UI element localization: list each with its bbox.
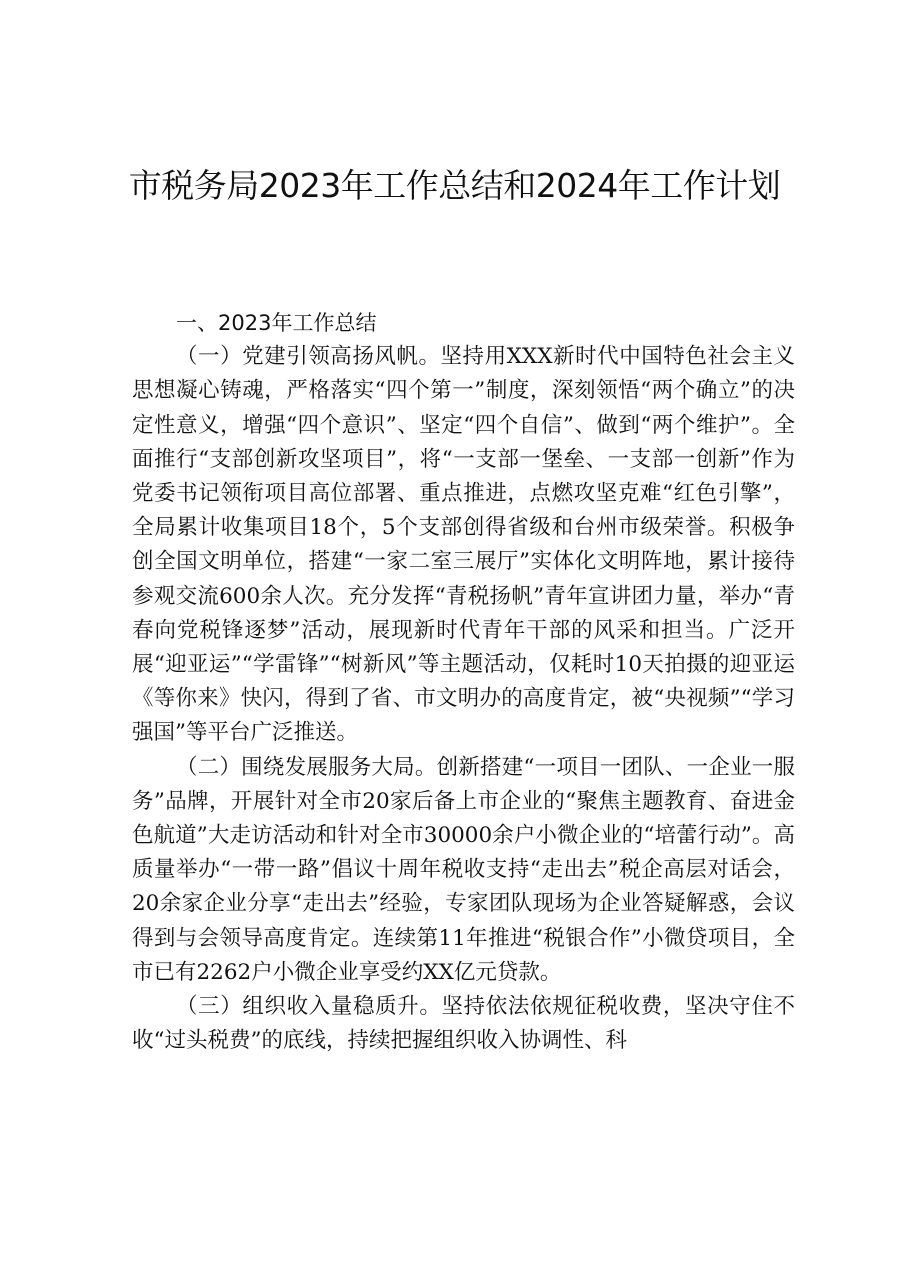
paragraph-development-service: （二）围绕发展服务大局。创新搭建“一项目一团队、一企业一服务”品牌，开展针对全市20家后备上市企业的“聚焦主题教育、奋进金色航道”大走访活动和针对全市30000余户小微企业的“培蕾行动”。高质量举办“一带一路”倡议十周年税收支持“走出去”税企高层对话会，20余家企业分享“走出去”经验，专家团队现场为企业答疑解惑，会议得到与会领导高度肯定。连续第11年推进“税银合作”小微贷项目，全市已有2262户小微企业享受约XX亿元贷款。 xyxy=(132,754,795,985)
paragraph-revenue: （三）组织收入量稳质升。坚持依法依规征税收费，坚决守住不收“过头税费”的底线，持续把握组织收入协调性、科 xyxy=(132,994,795,1054)
document-body xyxy=(132,306,795,1058)
document-title: 市税务局2023年工作总结和2024年工作计划 xyxy=(128,166,781,205)
section-heading: 一、2023年工作总结 xyxy=(176,311,377,335)
paragraph-party-building: （一）党建引领高扬风帆。坚持用XXX新时代中国特色社会主义思想凝心铸魂，严格落实“四个第一”制度，深刻领悟“两个确立”的决定性意义，增强“四个意识”、坚定“四个自信”、做到“两个维护”。全面推行“支部创新攻坚项目”，将“一支部一堡垒、一支部一创新”作为党委书记领衔项目高位部署、重点推进，点燃攻坚克难“红色引擎”，全局累计收集项目18个，5个支部创得省级和台州市级荣誉。积极争创全国文明单位，搭建“一家二室三展厅”实体化文明阵地，累计接待参观交流600余人次。充分发挥“青税扬帆”青年宣讲团力量，举办“青春向党税锋逐梦”活动，展现新时代青年干部的风采和担当。广泛开展“迎亚运”“学雷锋”“树新风”等主题活动，仅耗时10天拍摄的迎亚运《等你来》快闪，得到了省、市文明办的高度肯定，被“央视频”“学习强国”等平台广泛推送。 xyxy=(132,344,795,746)
